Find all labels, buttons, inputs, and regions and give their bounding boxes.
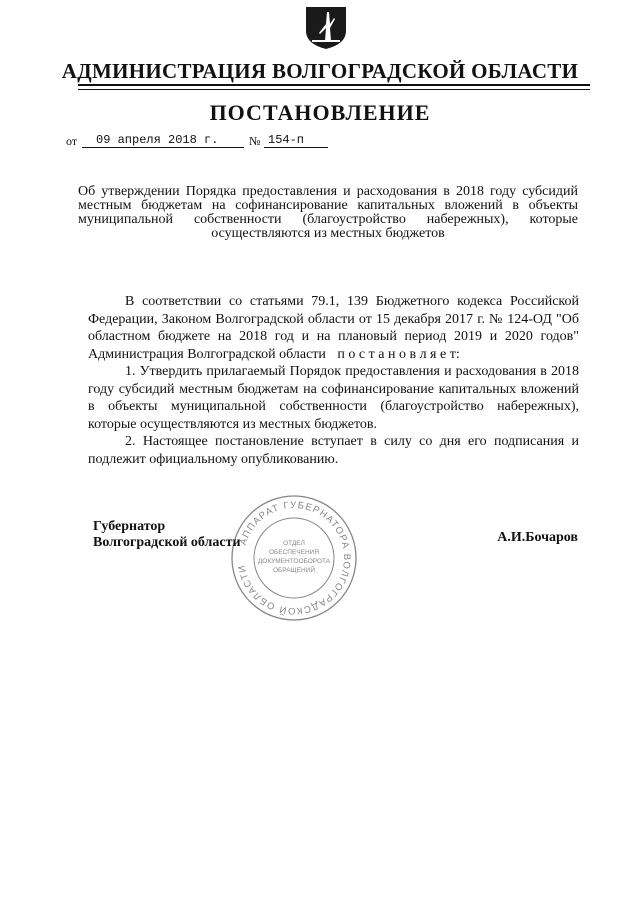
stamp-inner-line: ОТДЕЛ (283, 540, 305, 547)
signatory-title-line2: Волгоградской области (93, 535, 241, 550)
registration-row (66, 132, 366, 152)
document-number: 154-п (268, 133, 305, 147)
item-2-paragraph: 2. Настоящее постановление вступает в силу со дня его подписания и подлежит официальному опубликованию. (88, 434, 579, 467)
preamble-text: В соответствии со статьями 79.1, 139 Бюджетного кодекса Российской Федерации, Законом Волгоградской области от 15 декабря 2017 г. № 124-ОД "Об областном бюджете на 2018 год и на плановый период 2019 и 2020 годов" Администрация Волгоградской области (88, 294, 579, 362)
item-1-paragraph: 1. Утвердить прилагаемый Порядок предоставления и расходования в 2018 году субсидий местным бюджетам на софинансирование капитальных вложений в объекты муниципальной собственности (благоустройство набережных), которые осуществляются из местных бюджетов. (88, 364, 579, 432)
document-date: 09 апреля 2018 г. (96, 133, 219, 147)
document-subject: Об утверждении Порядка предоставления и расходования в 2018 году субсидий местным бюджетам на софинансирование капитальных вложений в объекты муниципальной собственности (благоустройство набережных), которые осуществляются из местных бюджетов (78, 184, 578, 241)
stamp-inner-line: ДОКУМЕНТООБОРОТА (257, 558, 331, 565)
emblem-icon (303, 4, 349, 50)
stamp-inner-line: ОБЕСПЕЧЕНИЯ (268, 549, 320, 556)
signatory-title (93, 519, 241, 551)
official-stamp (229, 493, 359, 623)
stamp-outer-text: АППАРАТ ГУБЕРНАТОРА ВОЛГОГРАДСКОЙ ОБЛАСТИ (236, 499, 353, 617)
organization-title: АДМИНИСТРАЦИЯ ВОЛГОГРАДСКОЙ ОБЛАСТИ (61, 59, 579, 83)
document-type-title: ПОСТАНОВЛЕНИЕ (209, 100, 431, 125)
header-rule-thin (78, 89, 590, 90)
decree-word: п о с т а н о в л я е т: (337, 346, 460, 362)
number-underline (264, 147, 328, 148)
signatory-title-line1: Губернатор (93, 519, 166, 534)
preamble-paragraph (88, 293, 579, 363)
document-body (88, 293, 579, 468)
number-prefix: № (249, 134, 261, 148)
stamp-inner-line: ОБРАЩЕНИЙ (272, 567, 316, 574)
header-rule-thick (78, 84, 590, 86)
signatory-name: А.И.Бочаров (497, 530, 578, 545)
date-prefix: от (66, 134, 78, 148)
date-underline (82, 147, 244, 148)
